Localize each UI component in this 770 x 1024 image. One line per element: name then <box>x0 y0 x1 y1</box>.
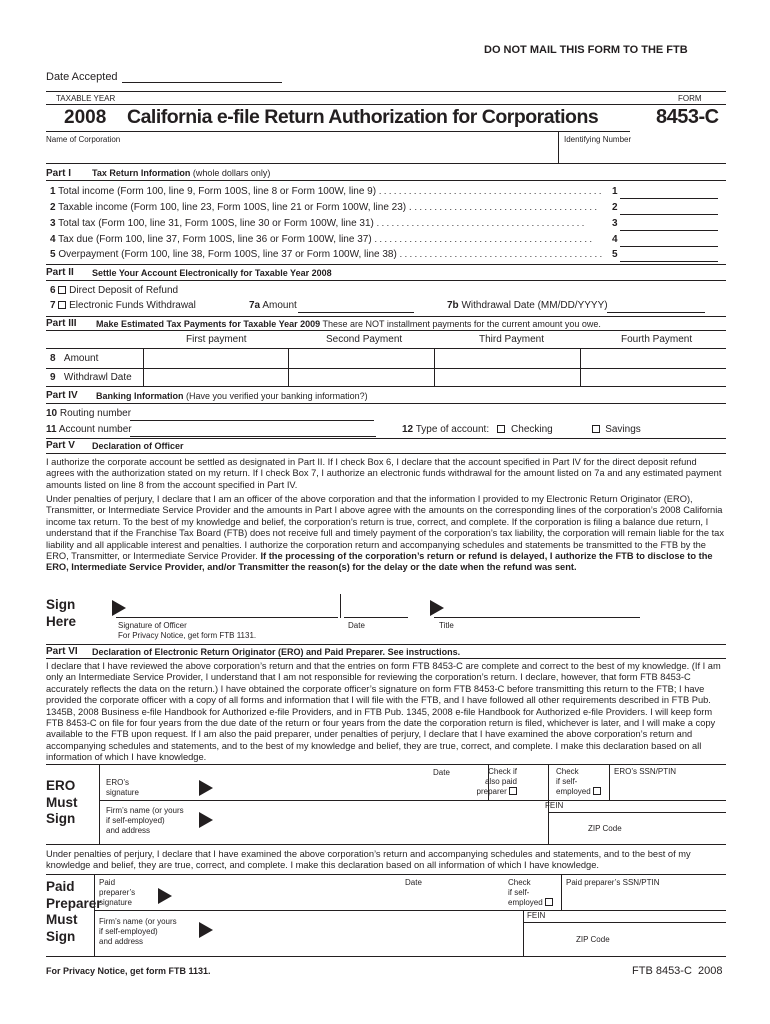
line12-number: 12 <box>402 424 414 435</box>
prep-check-3: employed <box>508 898 543 907</box>
prep-check-1: Check <box>508 878 531 887</box>
date-fourth-payment[interactable] <box>584 372 722 384</box>
name-bottom-rule <box>46 163 726 164</box>
officer-privacy-note: For Privacy Notice, get form FTB 1131. <box>118 631 257 640</box>
preparer-zip-label: ZIP Code <box>576 935 610 944</box>
ero-left-divider <box>99 764 100 844</box>
part1-tag: Part I <box>46 168 72 179</box>
paid-label-3: Must <box>46 912 78 927</box>
part3-row-rule-3 <box>46 386 726 387</box>
line7a-number: 7a <box>249 300 261 311</box>
line7b-number: 7b <box>447 300 459 311</box>
check-self-2: if self- <box>556 777 578 786</box>
part6-top-rule <box>46 644 726 645</box>
checking-checkbox[interactable] <box>497 425 505 433</box>
preparer-bottom-rule <box>46 956 726 957</box>
form-title: California e-file Return Authorization for Corporations <box>127 106 599 128</box>
part1-line-ref-4: 4 <box>612 234 618 245</box>
part3-row-rule-2 <box>46 368 726 369</box>
paid-label-1: Paid <box>46 879 75 894</box>
tax-year: 2008 <box>64 107 107 128</box>
part1-line-number: 5 <box>50 249 56 260</box>
preparer-firm-label <box>99 917 177 947</box>
name-top-rule <box>46 131 630 132</box>
paid-label-2: Preparer <box>46 895 102 911</box>
part3-col-line-4 <box>580 348 581 386</box>
amount-first-payment[interactable] <box>147 353 283 365</box>
corporation-name-label: Name of Corporation <box>46 135 121 144</box>
preparer-check-self-employed-label <box>508 878 553 908</box>
ero-label-3: Sign <box>46 811 76 826</box>
officer-signature-label: Signature of Officer <box>118 621 187 630</box>
part1-title: Tax Return Information <box>92 168 191 178</box>
part6-rule <box>46 658 726 659</box>
col-first-payment: First payment <box>186 334 247 345</box>
part1-rule <box>46 180 726 181</box>
ero-sig-1: ERO’s <box>106 778 129 787</box>
part1-line-ref-1: 1 <box>612 186 618 197</box>
part5-rule <box>46 453 726 454</box>
id-divider <box>558 131 559 163</box>
preparer-signature-field[interactable] <box>176 892 396 904</box>
col-fourth-payment: Fourth Payment <box>621 334 693 345</box>
part1-line-ref-2: 2 <box>612 202 618 213</box>
preparer-fein-divider <box>523 910 524 956</box>
withdrawal-amount-field[interactable] <box>298 300 414 313</box>
header-rule <box>46 91 726 92</box>
part1-line-label: Taxable income (Form 100, line 23, Form 100S, line 21 or Form 100W, line 23) . <box>58 202 412 213</box>
part3-rule <box>46 330 726 331</box>
part1-line-2 <box>50 202 597 213</box>
officer-title-label: Title <box>439 621 454 630</box>
preparer-fein-rule <box>523 922 726 923</box>
ero-firm-arrow-icon <box>199 812 213 828</box>
part1-line-leader-dots: . . . . . . . . . . . . . . . . . . . . . . . . . . . . . . . . . . . . . . . . . <box>399 249 603 259</box>
part1-line-ref-5: 5 <box>612 249 618 260</box>
ero-bottom-rule <box>46 844 726 845</box>
taxable-year-label: TAXABLE YEAR <box>56 94 116 103</box>
officer-signature-field[interactable] <box>116 605 338 618</box>
part1-line-leader-dots: . . . . . . . . . . . . . . . . . . . . . . . . . . . . . . . . . . . . . . . . . . . . <box>374 234 592 244</box>
withdrawal-date-field[interactable] <box>607 300 705 313</box>
check-paid-preparer-label <box>465 767 517 797</box>
routing-number-field[interactable] <box>130 408 374 421</box>
ero-label-2: Must <box>46 794 78 810</box>
preparer-firm-field[interactable] <box>216 924 520 936</box>
date-accepted-field[interactable] <box>122 70 282 83</box>
footer-form-id <box>632 965 723 977</box>
officer-authorization-text: I authorize the corporate account be settled as designated in Part II. If I check Box 6, I declare that the account specified in Part IV for the direct deposit refund agrees with the authorization stated on my return. If I check Box 7, I authorize an electronic funds withdrawal for the amount listed on 7a and any estimated payment amounts listed on line 8 from the account specified in Part IV. <box>46 457 722 490</box>
part1-line-number: 2 <box>50 202 56 213</box>
check-self-employed-label <box>556 767 601 797</box>
ero-fein-rule <box>548 812 726 813</box>
part3-note: These are NOT installment payments for the current amount you owe. <box>322 319 601 329</box>
direct-deposit-checkbox[interactable] <box>58 286 66 294</box>
identifying-number-label: Identifying Number <box>564 135 632 144</box>
footer-privacy-notice: For Privacy Notice, get form FTB 1131. <box>46 966 211 976</box>
ero-sig-2: signature <box>106 788 139 797</box>
part1-amount-field-1[interactable] <box>620 186 718 199</box>
date-third-payment[interactable] <box>438 372 575 384</box>
ero-zip-label: ZIP Code <box>588 824 622 833</box>
part1-line-leader-dots: . . . . . . . . . . . . . . . . . . . . . . . . . . . . . . . . . . . . . <box>414 202 597 212</box>
officer-date-field[interactable] <box>344 605 408 618</box>
also-paid-preparer-checkbox[interactable] <box>509 787 517 795</box>
date-accepted-label: Date Accepted <box>46 71 118 83</box>
part3-col-line-3 <box>434 348 435 386</box>
part1-line-label: Overpayment (Form 100, line 38, Form 100S, line 37 or Form 100W, line 38) <box>58 249 397 260</box>
footer-year: 2008 <box>698 965 723 977</box>
ero-declaration-text: I declare that I have reviewed the above corporation’s return and that the entries on form FTB 8453-C are complete and correct to the best of my knowledge. (If I am only an Intermediate Service Provider, I understand that I am not responsible for reviewing the corporation’s return. I declare, however, that form FTB 8453-C accurately reflects the data on the return.) I have obtained the corporate officer’s signature on form FTB 8453-C before transmitting this return to the FTB; I have provided the corporate officer with a copy of all forms and information that I will file with the FTB, and I have followed all other requirements described in FTB Pub. 1345B, 2008 Business e-file Handbook for Authorized e-file Providers, and in FTB Pub. 1345, 2008 e-file Handbook for Authorized e-file Providers. I will keep form FTB 8453-C on file for four years from the due date of the return or four years from the date the corporation return is filed, whichever is later, and I will make a copy available to the FTB upon request. If I am also the paid preparer, under penalties of perjury, I declare that I have examined the above corporation’s return and accompanying schedules and statements, and to the best of my knowledge and belief, they are true, correct, and complete. I make this declaration based on all information of which I have knowledge. <box>46 661 721 763</box>
electronic-withdrawal-checkbox[interactable] <box>58 301 66 309</box>
part1-amount-field-3[interactable] <box>620 218 718 231</box>
preparer-declaration-text: Under penalties of perjury, I declare that I have examined the above corporation’s return and accompanying schedules and statements, and to the best of my knowledge and belief, they are true, correct, and complete. I make this declaration based on all information of which I have knowledge. <box>46 849 691 871</box>
ero-self-employed-checkbox[interactable] <box>593 787 601 795</box>
footer-form-number: FTB 8453-C <box>632 965 692 977</box>
part1-line-number: 3 <box>50 218 56 229</box>
part3-tag: Part III <box>46 318 77 329</box>
ero-firm-1: Firm’s name (or yours <box>106 806 184 815</box>
sign-label-line1: Sign <box>46 597 76 612</box>
line6-label: Direct Deposit of Refund <box>69 285 179 296</box>
ero-signature-label <box>106 778 139 798</box>
row8-number: 8 <box>50 353 56 364</box>
form-number: 8453-C <box>656 106 719 128</box>
ero-ssn-label: ERO’s SSN/PTIN <box>614 767 677 776</box>
prep-check-2: if self- <box>508 888 530 897</box>
part1-line-leader-dots: . . . . . . . . . . . . . . . . . . . . . . . . . . . . . . . . . . . . . . . . . . . . . <box>378 186 602 196</box>
officer-signature-caption <box>118 621 256 641</box>
preparer-ssn-divider <box>561 874 562 910</box>
ero-firm-label <box>106 806 184 836</box>
col-second-payment: Second Payment <box>326 334 403 345</box>
line7-number: 7 <box>50 300 56 311</box>
savings-label: Savings <box>605 424 641 435</box>
part1-line-1 <box>50 186 601 197</box>
preparer-fein-label: FEIN <box>527 911 546 920</box>
part3-row-rule-1 <box>46 348 726 349</box>
col-third-payment: Third Payment <box>479 334 545 345</box>
form-label: FORM <box>678 94 702 103</box>
part3-top-rule <box>46 316 726 317</box>
part1-line-5 <box>50 249 602 260</box>
row9-label: Withdrawl Date <box>63 372 132 383</box>
part6-title: Declaration of Electronic Return Originator (ERO) and Paid Preparer. See instructions. <box>92 647 461 657</box>
preparer-ssn-field[interactable] <box>566 892 722 904</box>
part6-tag: Part VI <box>46 646 78 657</box>
line7a-label: Amount <box>262 300 297 311</box>
officer-date-label: Date <box>348 621 365 630</box>
prep-sig-2: preparer’s <box>99 888 136 897</box>
savings-checkbox[interactable] <box>592 425 600 433</box>
part4-title: Banking Information <box>96 391 184 401</box>
line6-number: 6 <box>50 285 56 296</box>
paid-label-4: Sign <box>46 928 76 944</box>
ero-signature-field[interactable] <box>214 785 424 797</box>
checking-label: Checking <box>511 424 553 435</box>
preparer-firm-arrow-icon <box>199 922 213 938</box>
part2-title: Settle Your Account Electronically for Taxable Year 2008 <box>92 268 332 278</box>
do-not-mail-notice: DO NOT MAIL THIS FORM TO THE FTB <box>484 44 688 56</box>
part5-top-rule <box>46 438 726 439</box>
line7-label: Electronic Funds Withdrawal <box>69 300 196 311</box>
part3-col-line-2 <box>288 348 289 386</box>
part4-tag: Part IV <box>46 390 78 401</box>
line12-label: Type of account: <box>415 424 490 435</box>
preparer-top-rule <box>46 874 726 875</box>
part1-line-number: 4 <box>50 234 56 245</box>
header-rule-2 <box>46 104 726 105</box>
ero-mid-rule <box>99 800 726 801</box>
part1-line-label: Total income (Form 100, line 9, Form 100S, line 8 or Form 100W, line 9) <box>58 186 377 197</box>
corporation-name-field[interactable] <box>46 146 554 158</box>
date-divider <box>340 594 341 618</box>
preparer-self-employed-checkbox[interactable] <box>545 898 553 906</box>
ero-date-label: Date <box>433 768 450 777</box>
part3-title: Make Estimated Tax Payments for Taxable Year 2009 <box>96 319 321 329</box>
sign-label-line2: Here <box>46 613 77 629</box>
ero-fein-label: FEIN <box>545 801 564 810</box>
part1-amount-field-5[interactable] <box>620 249 718 262</box>
account-number-field[interactable] <box>130 424 376 437</box>
check-paid-1: Check if <box>488 767 517 776</box>
amount-fourth-payment[interactable] <box>584 353 722 365</box>
prep-sig-3: signature <box>99 898 132 907</box>
officer-perjury-body: Under penalties of perjury, I declare that I am an officer of the above corporation and that the information I provided to my Electronic Return Originator (ERO), Transmitter, or Intermediate Service Provider and the amounts in Part I above agree with the amounts on the corresponding lines of the corporation’s 2008 California income tax return. To the best of my knowledge and belief, the corporation’s return is true, correct, and complete. If the corporation is filing a balance due return, I understand that if the Franchise Tax Board (FTB) does not receive full and timely payment of the corporation’s tax liability, the corporation will remain liable for the tax liability and all applicable interest and penalties. I authorize the corporation return and accompanying schedules and statements be transmitted to the FTB by the ERO, Transmitter, or Intermediate Service Provider. <box>46 494 724 562</box>
check-self-3: employed <box>556 787 591 796</box>
check-paid-3: preparer <box>476 787 507 796</box>
sign-here-label <box>46 597 76 630</box>
line7b-label: Withdrawal Date (MM/DD/YYYY) <box>461 300 608 311</box>
ero-label-1: ERO <box>46 778 76 793</box>
part5-tag: Part V <box>46 440 75 451</box>
prep-sig-1: Paid <box>99 878 116 887</box>
amount-second-payment[interactable] <box>292 353 429 365</box>
officer-disclosure-text: If the processing of the corporation’s return or refund is delayed, I authorize the FTB to disclose to the ERO, Intermediate Service Provider, and/or Transmitter the reason(s) for the delay or the date when the refund was sent. <box>46 551 713 573</box>
part3-col-line-1 <box>143 348 144 386</box>
ero-firm-2: if self-employed) <box>106 816 165 825</box>
ero-firm-field[interactable] <box>214 812 540 824</box>
line10-number: 10 <box>46 408 58 419</box>
part4-subtitle: (Have you verified your banking information?) <box>186 391 368 401</box>
amount-third-payment[interactable] <box>438 353 575 365</box>
preparer-signature-label <box>99 878 135 908</box>
part4-rule <box>46 403 726 404</box>
officer-perjury-text <box>46 494 726 574</box>
check-self-1: Check <box>556 767 579 776</box>
part1-line-leader-dots: . . . . . . . . . . . . . . . . . . . . . . . . . . . . . . . . . . . . . . . . . . <box>376 218 585 228</box>
part1-line-3 <box>50 218 584 229</box>
prep-firm-1: Firm’s name (or yours <box>99 917 177 926</box>
part1-subtitle: (whole dollars only) <box>192 168 271 178</box>
ero-ssn-field[interactable] <box>614 782 722 794</box>
row9-number: 9 <box>50 372 56 383</box>
part5-title: Declaration of Officer <box>92 441 184 451</box>
part1-amount-field-4[interactable] <box>620 234 718 247</box>
part1-line-4 <box>50 234 592 245</box>
part1-line-ref-3: 3 <box>612 218 618 229</box>
check-paid-2: also paid <box>484 777 517 786</box>
part2-rule <box>46 280 726 281</box>
part1-amount-field-2[interactable] <box>620 202 718 215</box>
identifying-number-field[interactable] <box>562 146 722 158</box>
row8-label: Amount <box>63 353 99 364</box>
part2-tag: Part II <box>46 267 74 278</box>
prep-firm-3: and address <box>99 937 144 946</box>
officer-title-field[interactable] <box>434 605 640 618</box>
part1-line-label: Tax due (Form 100, line 37, Form 100S, line 36 or Form 100W, line 37) <box>58 234 372 245</box>
line10-label: Routing number <box>59 408 132 419</box>
part1-line-number: 1 <box>50 186 56 197</box>
ero-ssn-divider <box>609 764 610 800</box>
ero-top-rule <box>46 764 726 765</box>
preparer-left-divider <box>94 874 95 956</box>
line11-number: 11 <box>46 424 57 435</box>
prep-firm-2: if self-employed) <box>99 927 158 936</box>
preparer-date-label: Date <box>405 878 422 887</box>
ero-firm-3: and address <box>106 826 151 835</box>
part1-line-label: Total tax (Form 100, line 31, Form 100S, line 30 or Form 100W, line 31) <box>58 218 374 229</box>
preparer-mid-rule <box>94 910 726 911</box>
ero-must-sign-label <box>46 778 78 828</box>
ero-signature-arrow-icon <box>199 780 213 796</box>
date-first-payment[interactable] <box>147 372 283 384</box>
preparer-signature-arrow-icon <box>158 888 172 904</box>
date-second-payment[interactable] <box>292 372 429 384</box>
line11-label: Account number <box>58 424 132 435</box>
preparer-ssn-label: Paid preparer’s SSN/PTIN <box>566 878 660 887</box>
part2-top-rule <box>46 264 726 265</box>
